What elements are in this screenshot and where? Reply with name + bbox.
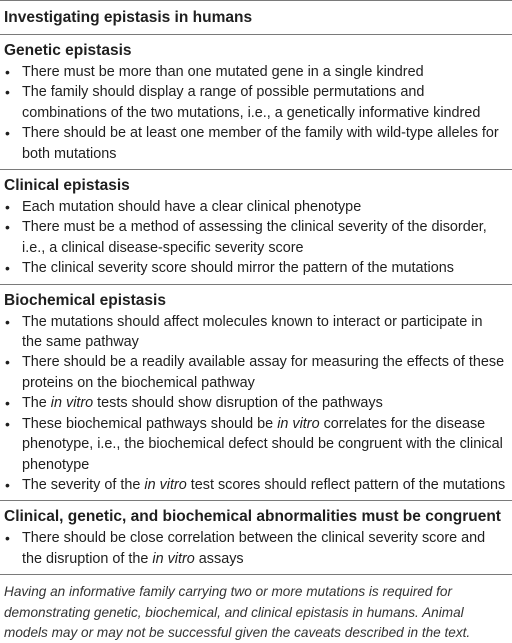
italic-term: in vitro bbox=[50, 395, 94, 412]
section-item-list bbox=[0, 62, 512, 169]
item-text: test scores should reflect pattern of the mutations bbox=[186, 476, 506, 493]
table-section bbox=[0, 501, 512, 575]
item-text: There should be at least one member of the family with wild-type alleles for both mutations bbox=[22, 125, 499, 162]
table-footnote: Having an informative family carrying two or more mutations is required for demonstrating genetic, biochemical, and clinical epistasis in humans. Animal models may or may not be successful given the caveats described in the text. bbox=[4, 584, 471, 640]
section-heading: Clinical, genetic, and biochemical abnormalities must be congruent bbox=[4, 508, 501, 526]
item-text: There should be a readily available assay for measuring the effects of these proteins on the biochemical pathway bbox=[22, 354, 505, 391]
italic-term: in vitro bbox=[144, 476, 187, 493]
table-section bbox=[0, 285, 512, 502]
item-text: The bbox=[22, 395, 51, 412]
item-text: assays bbox=[194, 550, 244, 567]
item-text: The clinical severity score should mirror the pattern of the mutations bbox=[22, 260, 454, 277]
list-item bbox=[4, 258, 506, 278]
list-item bbox=[4, 82, 506, 123]
list-item bbox=[4, 475, 506, 495]
list-item bbox=[4, 414, 506, 475]
section-item-list bbox=[0, 528, 512, 574]
section-heading: Genetic epistasis bbox=[4, 42, 132, 59]
section-heading: Biochemical epistasis bbox=[4, 291, 166, 309]
list-item bbox=[4, 393, 506, 413]
item-text: There should be close correlation between the clinical severity score and the disruption of the bbox=[22, 530, 486, 567]
italic-term: in vitro bbox=[277, 415, 320, 432]
item-text: Each mutation should have a clear clinical phenotype bbox=[22, 199, 362, 216]
list-item bbox=[4, 62, 506, 82]
table-body bbox=[0, 35, 512, 575]
list-item bbox=[4, 352, 506, 393]
list-item bbox=[4, 528, 506, 569]
item-text: There must be a method of assessing the clinical severity of the disorder, i.e., a clinical disease-specific severity score bbox=[22, 219, 487, 256]
list-item bbox=[4, 312, 506, 353]
table-section bbox=[0, 170, 512, 285]
item-text: tests should show disruption of the pathways bbox=[93, 395, 383, 412]
item-text: There must be more than one mutated gene in a single kindred bbox=[22, 64, 424, 80]
list-item bbox=[4, 197, 506, 217]
item-text: correlates for the disease phenotype, i.e., the biochemical defect should be congruent with the clinical phenotype bbox=[22, 415, 503, 473]
list-item bbox=[4, 123, 506, 164]
item-text: The severity of the bbox=[22, 476, 145, 493]
item-text: These biochemical pathways should be bbox=[22, 415, 278, 432]
table-section bbox=[0, 35, 512, 170]
item-text: The family should display a range of possible permutations and combinations of the two mutations, i.e., a genetically informative kindred bbox=[22, 84, 481, 121]
section-heading: Clinical epistasis bbox=[4, 177, 130, 195]
table-title: Investigating epistasis in humans bbox=[4, 9, 253, 26]
list-item bbox=[4, 217, 506, 258]
section-item-list bbox=[0, 312, 512, 501]
item-text: The mutations should affect molecules known to interact or participate in the same pathway bbox=[22, 313, 483, 351]
section-item-list bbox=[0, 197, 512, 284]
italic-term: in vitro bbox=[152, 550, 195, 567]
